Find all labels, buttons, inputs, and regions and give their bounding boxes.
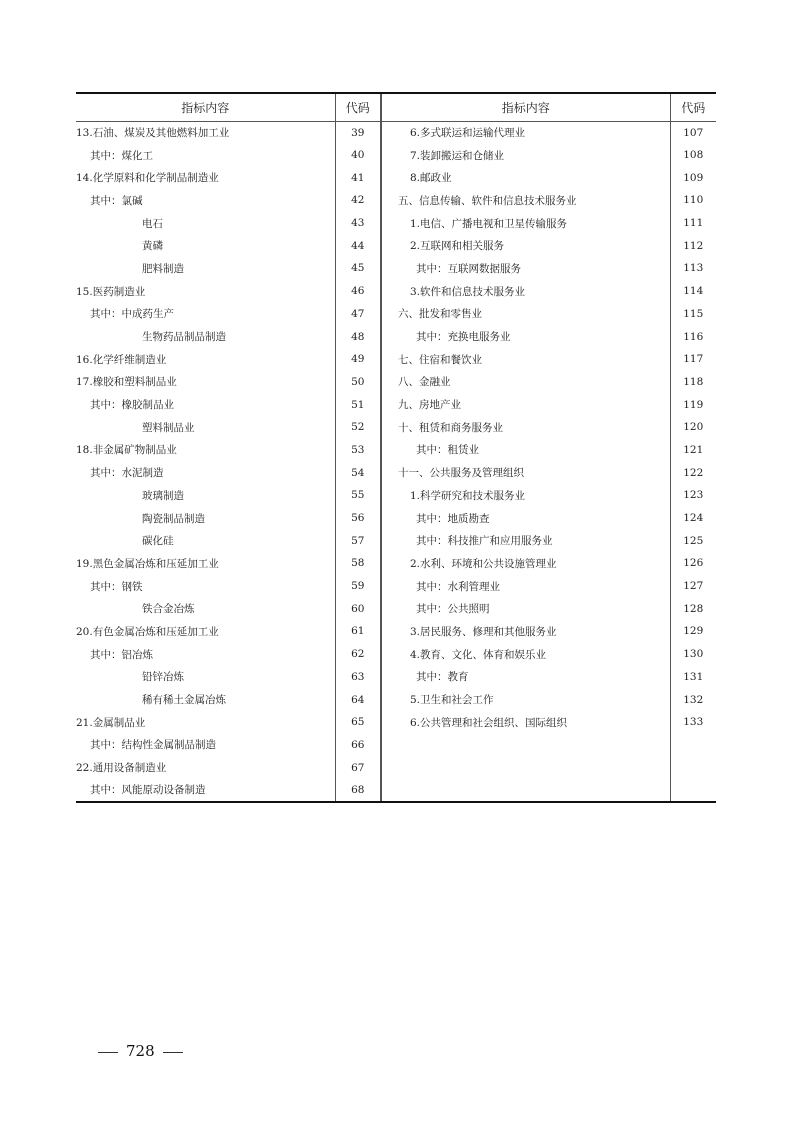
table-row [76,280,716,303]
indicator-name-right: 其中：充换电服务业 [381,325,670,348]
indicator-name-left: 20.有色金属冶炼和压延加工业 [76,625,219,638]
indicator-code-right: 131 [670,666,716,689]
indicator-name-left: 陶瓷制品制造 [142,512,205,525]
indicator-code-right: 116 [670,325,716,348]
header-content-right: 指标内容 [381,93,670,121]
header-content-left: 指标内容 [76,93,335,121]
indicator-code-table [76,92,716,803]
indicator-name-right: 5.卫生和社会工作 [381,688,670,711]
indicator-code-left: 56 [335,507,381,530]
indicator-code-right: 113 [670,257,716,280]
indicator-name-left: 17.橡胶和塑料制品业 [76,376,177,389]
indicator-name-right: 4.教育、文化、体育和娱乐业 [381,643,670,666]
indicator-code-right: 126 [670,552,716,575]
indicator-name-right [381,734,670,757]
indicator-code-left: 43 [335,212,381,235]
indicator-name-left: 铁合金冶炼 [142,603,195,616]
table-row [76,461,716,484]
indicator-code-right: 121 [670,439,716,462]
table-row [76,597,716,620]
indicator-code-right: 119 [670,393,716,416]
indicator-name-left: 16.化学纤维制造业 [76,353,167,366]
indicator-name-left: 其中：煤化工 [90,149,153,162]
indicator-name-right: 其中：互联网数据服务 [381,257,670,280]
page-footer [90,1042,191,1060]
indicator-name-left: 15.医药制造业 [76,285,146,298]
indicator-name-left: 生物药品制品制造 [142,331,226,344]
table-row [76,529,716,552]
indicator-code-right: 109 [670,166,716,189]
indicator-name-right: 其中：公共照明 [381,597,670,620]
table-row [76,620,716,643]
indicator-code-right [670,779,716,802]
indicator-name-right: 3.居民服务、修理和其他服务业 [381,620,670,643]
indicator-code-left: 49 [335,348,381,371]
indicator-name-right: 2.水利、环境和公共设施管理业 [381,552,670,575]
indicator-code-left: 58 [335,552,381,575]
table-row [76,212,716,235]
indicator-name-left: 其中：钢铁 [90,580,143,593]
indicator-code-left: 42 [335,189,381,212]
table-row [76,643,716,666]
indicator-code-left: 63 [335,666,381,689]
indicator-code-right: 123 [670,484,716,507]
indicator-name-left: 18.非金属矿物制品业 [76,444,177,457]
table-row [76,734,716,757]
indicator-code-left: 40 [335,144,381,167]
indicator-code-right: 117 [670,348,716,371]
dash-right [163,1052,183,1053]
table-header-row [76,93,716,121]
indicator-code-right: 118 [670,371,716,394]
indicator-code-left: 57 [335,529,381,552]
indicator-code-left: 54 [335,461,381,484]
indicator-name-left: 19.黑色金属冶炼和压延加工业 [76,557,219,570]
table-row [76,439,716,462]
indicator-name-right: 十一、公共服务及管理组织 [381,461,670,484]
table-row [76,416,716,439]
page-number: 728 [126,1042,155,1060]
table-row [76,756,716,779]
indicator-name-right: 2.互联网和相关服务 [381,234,670,257]
indicator-code-right: 108 [670,144,716,167]
indicator-code-right: 122 [670,461,716,484]
indicator-name-left: 黄磷 [142,240,163,253]
table-row [76,575,716,598]
table-row [76,711,716,734]
indicator-name-right: 1.电信、广播电视和卫星传输服务 [381,212,670,235]
indicator-code-left: 66 [335,734,381,757]
header-code-right: 代码 [670,93,716,121]
table-row [76,371,716,394]
indicator-code-left: 50 [335,371,381,394]
table-row [76,393,716,416]
indicator-code-right: 124 [670,507,716,530]
table-row [76,234,716,257]
indicator-name-left: 其中：中成药生产 [90,308,174,321]
indicator-code-right: 127 [670,575,716,598]
indicator-code-left: 59 [335,575,381,598]
table-row [76,779,716,802]
indicator-name-right: 八、金融业 [381,371,670,394]
indicator-code-right: 114 [670,280,716,303]
indicator-name-left: 21.金属制品业 [76,716,146,729]
indicator-name-right: 五、信息传输、软件和信息技术服务业 [381,189,670,212]
indicator-code-right: 107 [670,121,716,144]
indicator-code-left: 46 [335,280,381,303]
indicator-name-left: 稀有稀土金属冶炼 [142,694,226,707]
indicator-table-container [76,92,716,803]
indicator-name-left: 肥料制造 [142,262,184,275]
indicator-name-left: 14.化学原料和化学制品制造业 [76,172,219,185]
indicator-code-right: 128 [670,597,716,620]
indicator-name-left: 22.通用设备制造业 [76,762,167,775]
indicator-code-right: 112 [670,234,716,257]
indicator-code-left: 65 [335,711,381,734]
indicator-name-right: 7.装卸搬运和仓储业 [381,144,670,167]
indicator-name-right: 七、住宿和餐饮业 [381,348,670,371]
indicator-code-right: 125 [670,529,716,552]
indicator-name-right: 九、房地产业 [381,393,670,416]
indicator-name-left: 电石 [142,217,163,230]
indicator-name-left: 其中：水泥制造 [90,467,164,480]
indicator-code-left: 61 [335,620,381,643]
indicator-name-left: 13.石油、煤炭及其他燃料加工业 [76,127,230,140]
table-body [76,121,716,802]
indicator-code-left: 64 [335,688,381,711]
indicator-code-right [670,734,716,757]
indicator-code-right: 130 [670,643,716,666]
table-row [76,348,716,371]
indicator-name-right: 其中：地质勘查 [381,507,670,530]
table-row [76,303,716,326]
indicator-name-right: 十、租赁和商务服务业 [381,416,670,439]
indicator-name-right: 其中：水利管理业 [381,575,670,598]
indicator-code-left: 41 [335,166,381,189]
indicator-code-left: 68 [335,779,381,802]
indicator-code-right: 120 [670,416,716,439]
indicator-code-left: 55 [335,484,381,507]
indicator-name-left: 其中：结构性金属制品制造 [90,739,216,752]
indicator-code-left: 45 [335,257,381,280]
indicator-name-left: 铅锌冶炼 [142,671,184,684]
table-row [76,325,716,348]
indicator-name-left: 其中：铝冶炼 [90,648,153,661]
indicator-code-right [670,756,716,779]
table-row [76,552,716,575]
indicator-code-right: 133 [670,711,716,734]
indicator-code-right: 111 [670,212,716,235]
indicator-code-right: 110 [670,189,716,212]
indicator-name-left: 其中：风能原动设备制造 [76,779,335,802]
indicator-code-left: 52 [335,416,381,439]
dash-left [98,1052,118,1053]
indicator-name-right: 其中：租赁业 [381,439,670,462]
table-row [76,257,716,280]
table-row [76,484,716,507]
indicator-code-left: 48 [335,325,381,348]
indicator-code-left: 39 [335,121,381,144]
indicator-code-left: 44 [335,234,381,257]
indicator-name-left: 塑料制品业 [142,421,195,434]
indicator-name-left: 其中：橡胶制品业 [90,399,174,412]
indicator-code-right: 115 [670,303,716,326]
indicator-name-right: 六、批发和零售业 [381,303,670,326]
indicator-name-left: 碳化硅 [142,535,174,548]
indicator-name-left: 玻璃制造 [142,489,184,502]
indicator-name-left: 其中：氯碱 [90,194,143,207]
table-row [76,144,716,167]
indicator-code-left: 53 [335,439,381,462]
indicator-name-right: 3.软件和信息技术服务业 [381,280,670,303]
indicator-name-right: 其中：教育 [381,666,670,689]
table-row [76,688,716,711]
indicator-code-left: 47 [335,303,381,326]
indicator-code-left: 51 [335,393,381,416]
table-row [76,189,716,212]
header-code-left: 代码 [335,93,381,121]
table-row [76,121,716,144]
indicator-name-right [381,779,670,802]
indicator-name-right: 其中：科技推广和应用服务业 [381,529,670,552]
indicator-name-right: 8.邮政业 [381,166,670,189]
indicator-code-left: 67 [335,756,381,779]
indicator-name-right: 6.公共管理和社会组织、国际组织 [381,711,670,734]
indicator-name-right [381,756,670,779]
indicator-code-right: 132 [670,688,716,711]
table-row [76,507,716,530]
indicator-name-right: 1.科学研究和技术服务业 [381,484,670,507]
indicator-code-right: 129 [670,620,716,643]
indicator-code-left: 60 [335,597,381,620]
indicator-code-left: 62 [335,643,381,666]
table-row [76,666,716,689]
indicator-name-right: 6.多式联运和运输代理业 [381,121,670,144]
table-row [76,166,716,189]
